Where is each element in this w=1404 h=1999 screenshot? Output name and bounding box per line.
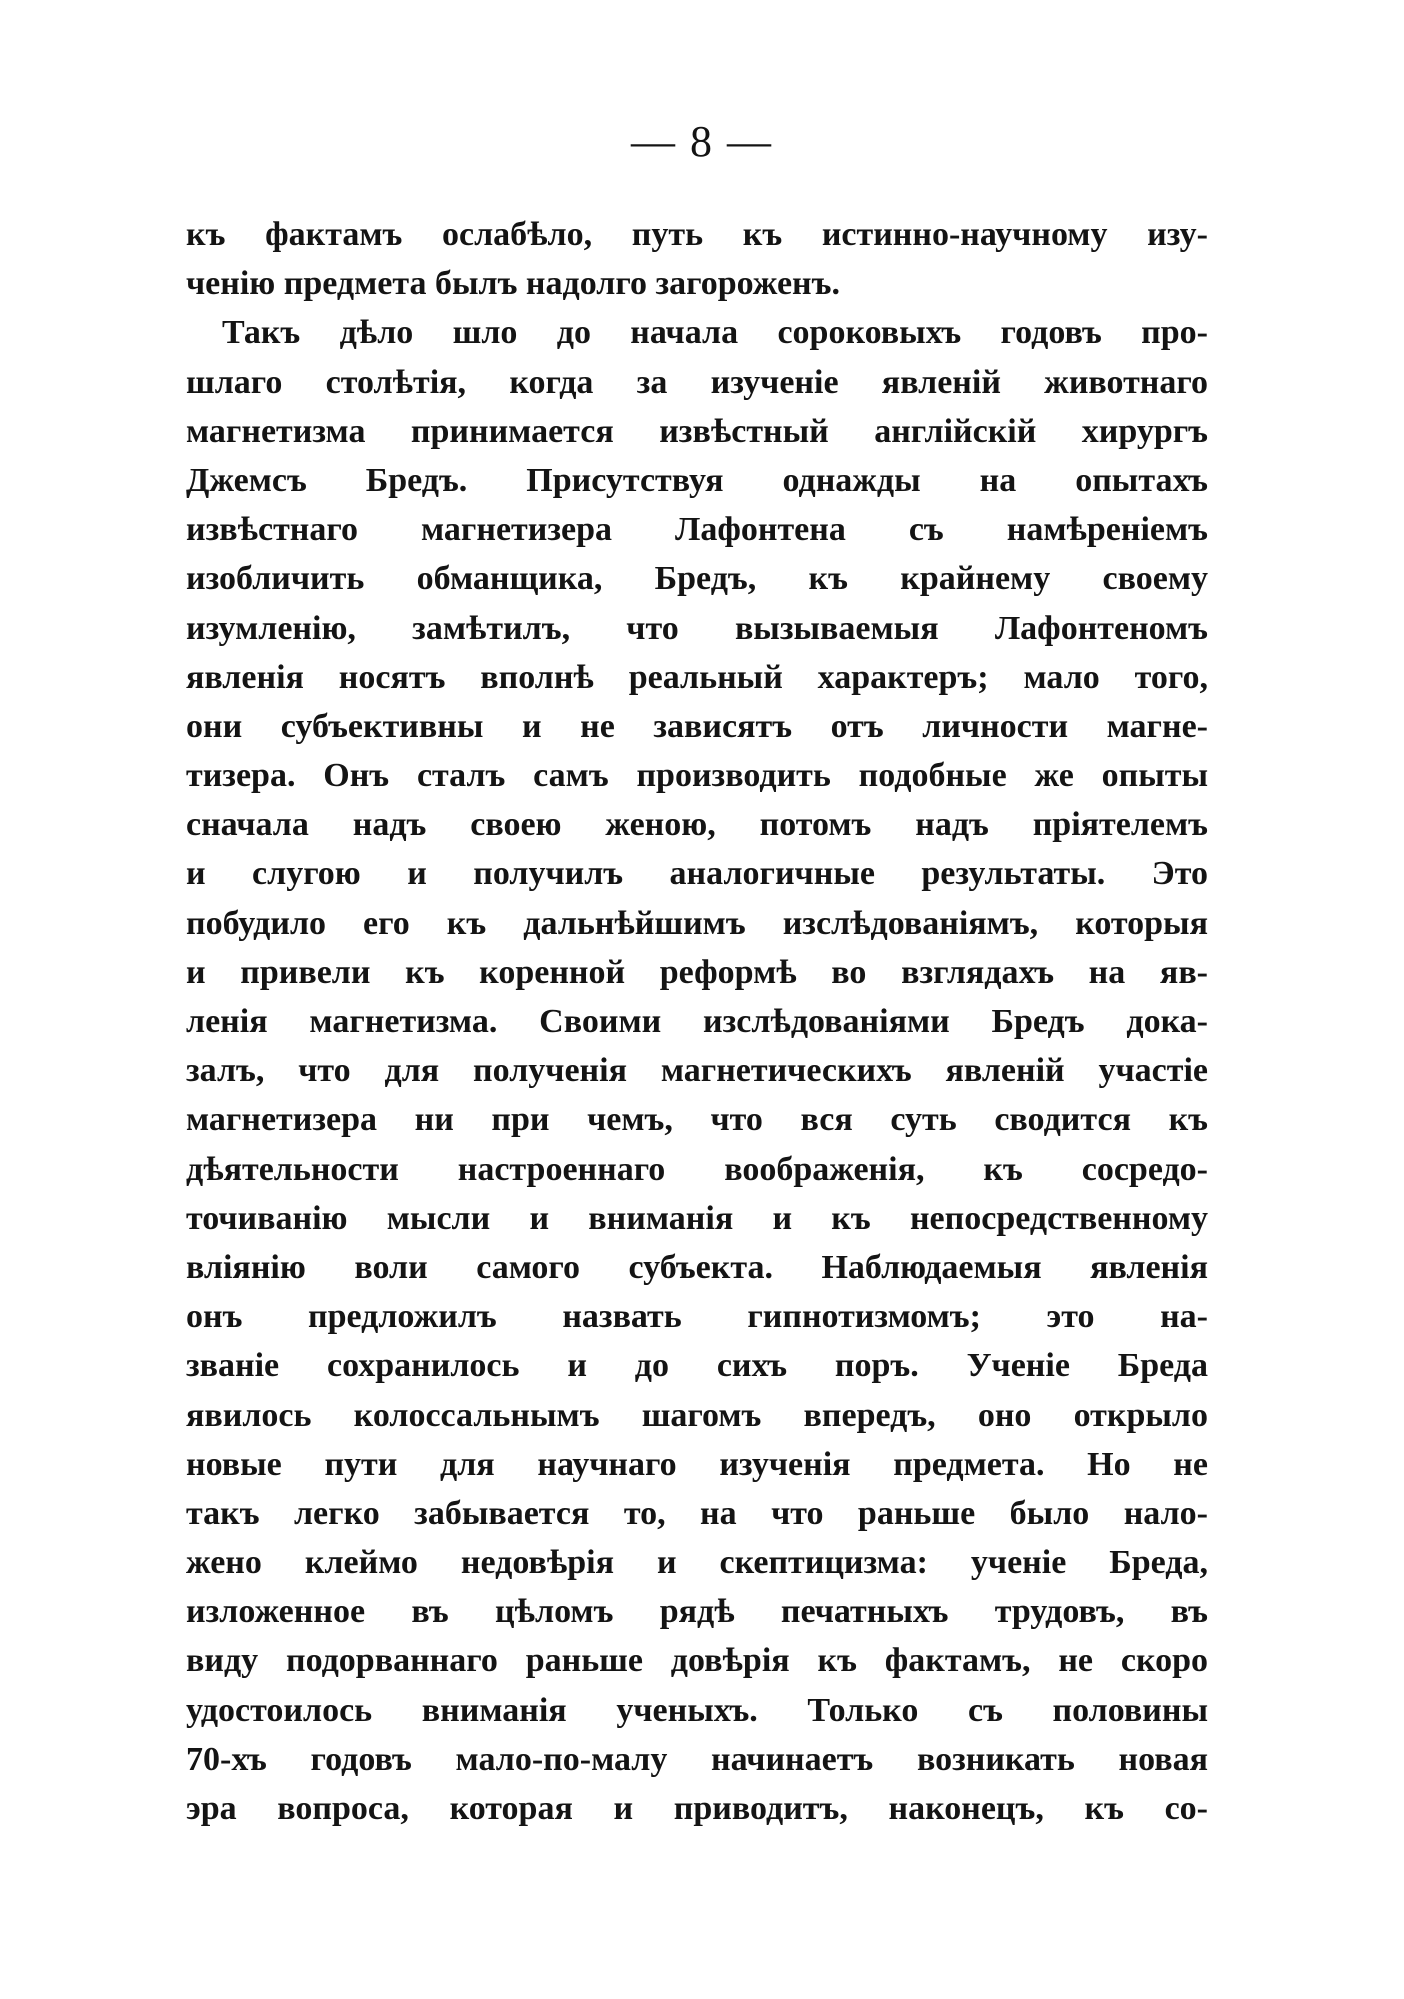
text-line: эра вопроса, которая и приводитъ, наконецъ, къ со-	[186, 1790, 1208, 1827]
text-line: они субъективны и не зависятъ отъ личности магне-	[186, 707, 1208, 745]
text-line: дѣятельности настроеннаго воображенія, къ сосредо-	[186, 1150, 1208, 1188]
text-line: явилось колоссальнымъ шагомъ впередъ, оно открыло	[186, 1396, 1208, 1434]
text-line: залъ, что для полученія магнетическихъ явленій участіе	[186, 1052, 1208, 1090]
text-line: побудило его къ дальнѣйшимъ изслѣдованіямъ, которыя	[186, 904, 1208, 942]
text-line: сначала надъ своею женою, потомъ надъ пріятелемъ	[186, 806, 1208, 844]
text-line: изобличить обманщика, Бредъ, къ крайнему своему	[186, 560, 1208, 598]
text-line: званіе сохранилось и до сихъ поръ. Ученіе Бреда	[186, 1347, 1208, 1385]
text-line: новые пути для научнаго изученія предмета. Но не	[186, 1445, 1208, 1483]
page-number: — 8 —	[631, 117, 773, 166]
text-line: Джемсъ Бредъ. Присутствуя однажды на опытахъ	[186, 461, 1208, 499]
text-line: удостоилось вниманія ученыхъ. Только съ половины	[186, 1691, 1208, 1729]
text-line: 70-хъ годовъ мало-по-малу начинаетъ возникать новая	[186, 1740, 1208, 1778]
text-line: ченію предмета былъ надолго загороженъ.	[186, 265, 840, 303]
text-line: шлаго столѣтія, когда за изученіе явленій животнаго	[186, 363, 1208, 401]
body-text	[186, 210, 1208, 1833]
text-line: и слугою и получилъ аналогичные результаты. Это	[186, 855, 1208, 893]
text-line: изумленію, замѣтилъ, что вызываемыя Лафонтеномъ	[186, 609, 1208, 647]
text-line: виду подорваннаго раньше довѣрія къ фактамъ, не скоро	[186, 1642, 1208, 1680]
text-line: къ фактамъ ослабѣло, путь къ истинно-научному изу-	[186, 216, 1208, 253]
text-line: жено клеймо недовѣрія и скептицизма: ученіе Бреда,	[186, 1544, 1208, 1582]
text-line: изложенное въ цѣломъ рядѣ печатныхъ трудовъ, въ	[186, 1593, 1208, 1631]
text-line: онъ предложилъ назвать гипнотизмомъ; это на-	[186, 1298, 1208, 1336]
text-line: точиванію мысли и вниманія и къ непосредственному	[186, 1199, 1208, 1237]
text-line: тизера. Онъ сталъ самъ производить подобные же опыты	[186, 757, 1208, 795]
text-line: магнетизера ни при чемъ, что вся суть сводится къ	[186, 1101, 1208, 1139]
text-line: явленія носятъ вполнѣ реальный характеръ; мало того,	[186, 658, 1208, 696]
text-line: магнетизма принимается извѣстный англійскій хирургъ	[186, 412, 1208, 450]
text-line: извѣстнаго магнетизера Лафонтена съ намѣреніемъ	[186, 511, 1208, 549]
text-line: такъ легко забывается то, на что раньше было нало-	[186, 1494, 1208, 1532]
text-line: вліянію воли самого субъекта. Наблюдаемыя явленія	[186, 1248, 1208, 1286]
text-line: Такъ дѣло шло до начала сороковыхъ годовъ про-	[222, 314, 1208, 352]
text-line: и привели къ коренной реформѣ во взглядахъ на яв-	[186, 953, 1208, 991]
text-line: ленія магнетизма. Своими изслѣдованіями Бредъ дока-	[186, 1003, 1208, 1040]
